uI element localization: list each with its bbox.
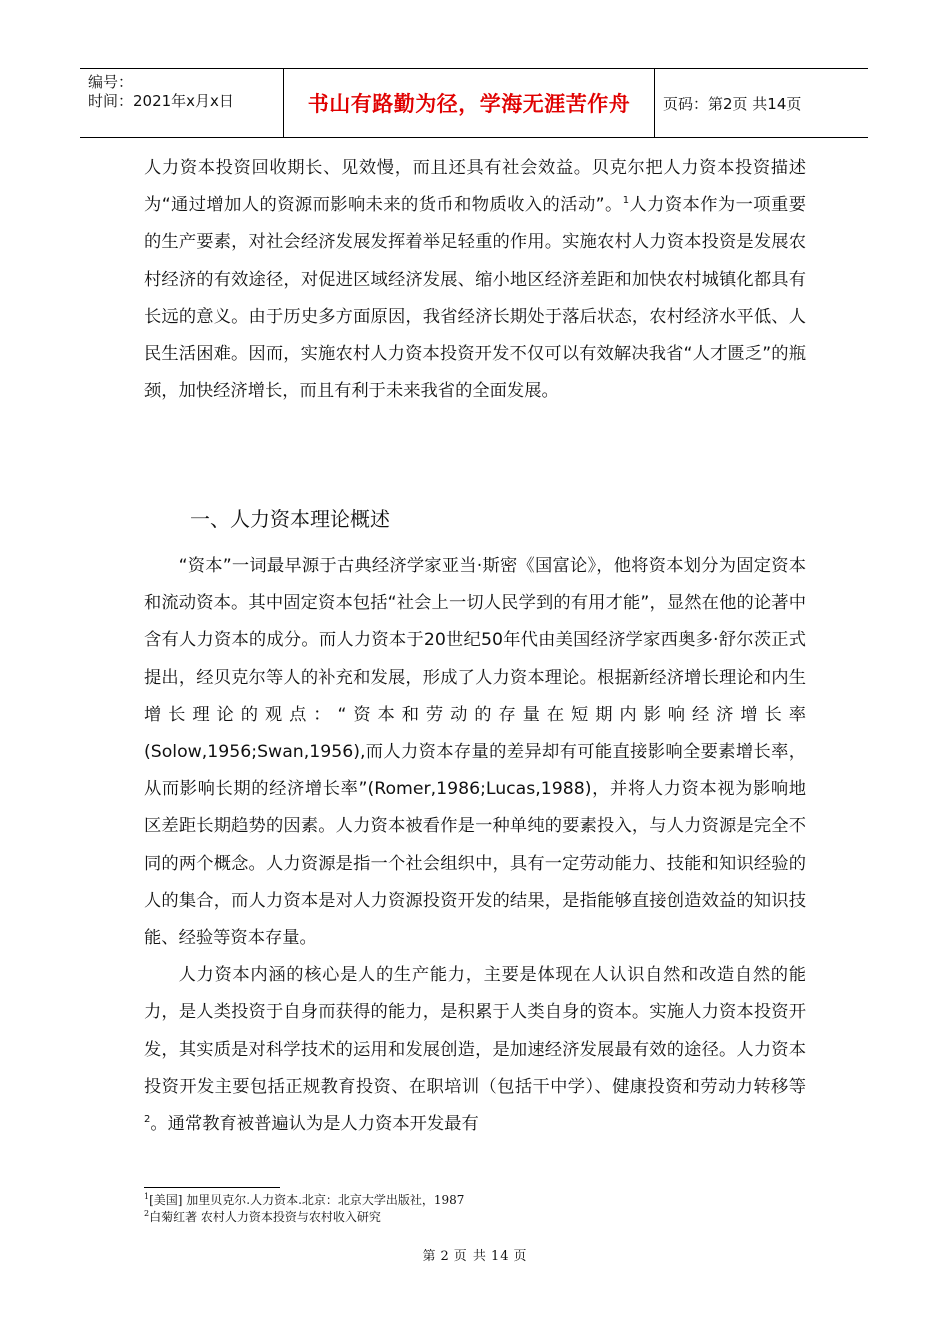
document-date: 时间：2021年x月x日 — [88, 92, 234, 110]
footnote-divider — [144, 1187, 280, 1188]
paragraph-core-text-a: 人力资本内涵的核心是人的生产能力，主要是体现在人认识自然和改造自然的能力，是人类投资于自身而获得的能力，是积累于人类自身的资本。实施人力资本投资开发，其实质是对科学技术的运用和发展创造，是加速经济发展最有效的途径。人力资本投资开发主要包括正规教育投资、在职培训（包括干中学）、健康投资和劳动力转移等 — [144, 965, 806, 1097]
document-number-label: 编号： — [88, 73, 134, 91]
footnote-ref-1[interactable]: 1 — [622, 195, 630, 207]
intro-paragraph — [144, 150, 806, 410]
footnote-ref-2[interactable]: 2 — [144, 1114, 151, 1126]
intro-paragraph-block — [144, 150, 806, 410]
paragraph-core-text-b: 。通常教育被普遍认为是人力资本开发最有 — [150, 1114, 479, 1135]
footnote-mark: 1 — [144, 1192, 150, 1201]
intro-text-a: 人力资本投资回收期长、见效慢，而且还具有社会效益。贝克尔把人力资本投资描述为“通过增加人的资源而影响未来的货币和物质收入的活动”。 — [144, 158, 806, 216]
footnote-text: [美国] 加里贝克尔.人力资本.北京：北京大学出版社，1987 — [149, 1193, 465, 1207]
paragraph-capital-core — [144, 957, 806, 1143]
paragraph-capital-origin: “资本”一词最早源于古典经济学家亚当·斯密《国富论》，他将资本划分为固定资本和流动资本。其中固定资本包括“社会上一切人民学到的有用才能”，显然在他的论著中含有人力资本的成分。而人力资本于20世纪50年代由美国经济学家西奥多·舒尔茨正式提出，经贝克尔等人的补充和发展，形成了人力资本理论。根据新经济增长理论和内生增长理论的观点：“资本和劳动的存量在短期内影响经济增长率(Solow,1956;Swan,1956),而人力资本存量的差异却有可能直接影响全要素增长率，从而影响长期的经济增长率”(Romer,1986;Lucas,1988)，并将人力资本视为影响地区差距长期趋势的因素。人力资本被看作是一种单纯的要素投入，与人力资源是完全不同的两个概念。人力资源是指一个社会组织中，具有一定劳动能力、技能和知识经验的人的集合，而人力资本是对人力资源投资开发的结果，是指能够直接创造效益的知识技能、经验等资本存量。 — [144, 556, 806, 949]
intro-text-b: 人力资本作为一项重要的生产要素，对社会经济发展发挥着举足轻重的作用。实施农村人力资本投资是发展农村经济的有效途径，对促进区域经济发展、缩小地区经济差距和加快农村城镇化都具有长远的意义。由于历史多方面原因，我省经济长期处于落后状态，农村经济水平低、人民生活困难。因而，实施农村人力资本投资开发不仅可以有效解决我省“人才匮乏”的瓶颈，加快经济增长，而且有利于未来我省的全面发展。 — [144, 195, 806, 402]
footnote-2 — [144, 1209, 464, 1226]
section-body — [144, 548, 806, 1143]
footnotes — [144, 1192, 464, 1226]
footnote-1 — [144, 1192, 464, 1209]
header-meta — [80, 69, 283, 137]
footer-page-number: 2 — [440, 1249, 450, 1264]
footnote-text: 白菊红著 农村人力资本投资与农村收入研究 — [149, 1210, 381, 1224]
header-page-info: 页码：第2页 共14页 — [663, 94, 802, 113]
header-motto: 书山有路勤为径，学海无涯苦作舟 — [283, 69, 655, 137]
footnote-mark: 2 — [144, 1209, 150, 1218]
page-footer — [0, 1245, 950, 1264]
footer-total-pages: 14 — [490, 1249, 510, 1264]
section-heading: 一、人力资本理论概述 — [190, 507, 390, 531]
page-header — [80, 68, 868, 138]
footer-mid: 页 共 — [453, 1249, 487, 1264]
footer-post: 页 — [513, 1249, 528, 1264]
footer-pre: 第 — [422, 1249, 437, 1264]
